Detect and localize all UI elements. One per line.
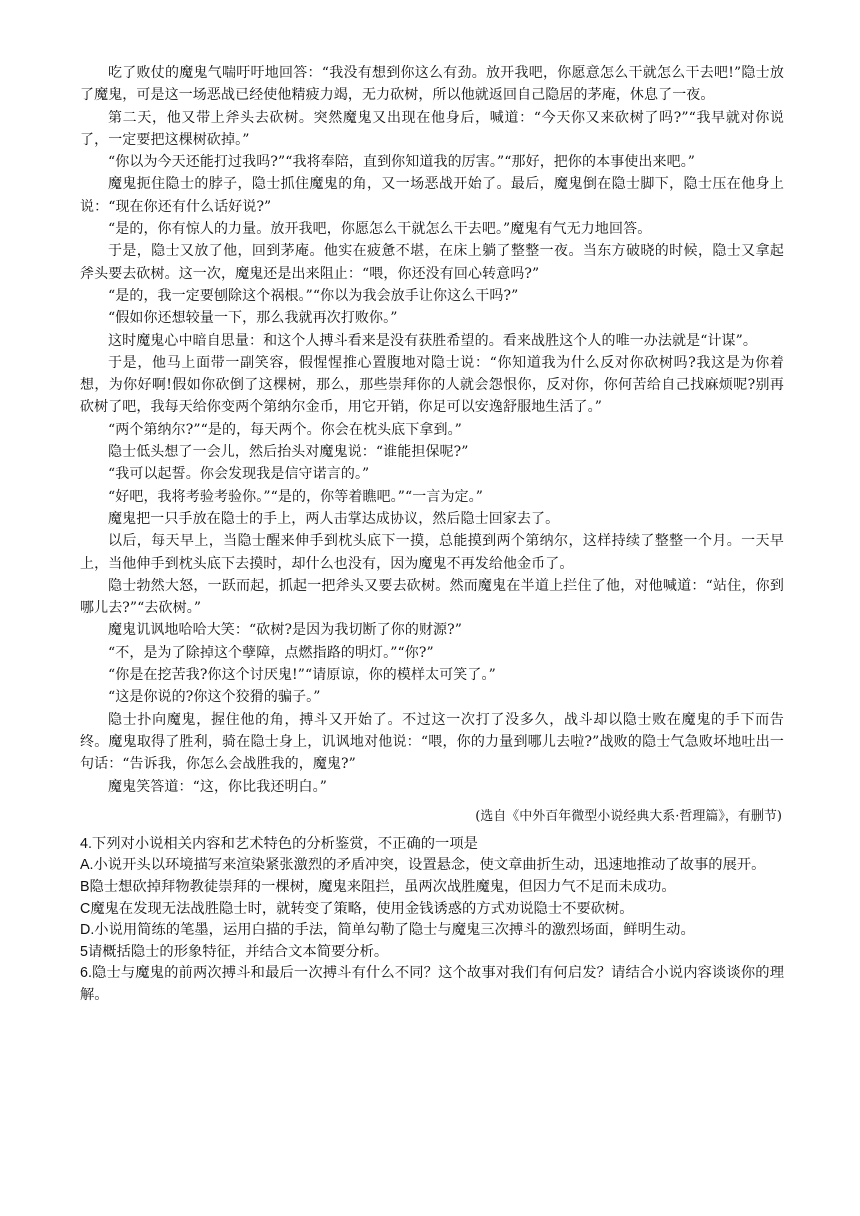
story-paragraph: “是的，我一定要刨除这个祸根。”“你以为我会放手让你这么干吗?” (108, 287, 519, 304)
story-paragraph: “我可以起誓。你会发现我是信守诺言的。” (108, 466, 370, 483)
story-paragraph: 魔鬼笑答道：“这，你比我还明白。” (108, 778, 328, 795)
story-text (80, 62, 784, 798)
story-paragraph: 魔鬼把一只手放在隐士的手上，两人击掌达成协议，然后隐士回家去了。 (108, 510, 560, 527)
question-4-option-d: D.小说用简练的笔墨，运用白描的手法，简单勾勒了隐士与魔鬼三次搏斗的激烈场面，鲜明生动。 (80, 922, 695, 939)
question-4-stem: 4.下列对小说相关内容和艺术特色的分析鉴赏，不正确的一项是 (80, 835, 478, 852)
question-4-option-b: B隐士想砍掉拜物教徒崇拜的一棵树，魔鬼来阻拦，虽两次战胜魔鬼，但因力气不足而未成功。 (80, 878, 676, 895)
question-5: 5请概括隐士的形象特征，并结合文本简要分析。 (80, 943, 389, 960)
story-paragraph: 吃了败仗的魔鬼气喘吁吁地回答：“我没有想到你这么有劲。放开我吧，你愿意怎么干就怎么干去吧!”隐士放了魔鬼，可是这一场恶战已经使他精疲力竭，无力砍树，所以他就返回自己隐居的茅庵，休息了一夜。 (80, 65, 784, 104)
story-paragraph: 魔鬼扼住隐士的脖子，隐士抓住魔鬼的角，又一场恶战开始了。最后，魔鬼倒在隐士脚下，隐士压在他身上说：“现在你还有什么话好说?” (80, 176, 784, 215)
story-paragraph: 隐士低头想了一会儿，然后抬头对魔鬼说：“谁能担保呢?” (108, 444, 469, 461)
question-list (80, 834, 784, 1007)
question-4-option-c: C魔鬼在发现无法战胜隐士时，就转变了策略，使用金钱诱惑的方式劝说隐士不要砍树。 (80, 900, 634, 917)
story-paragraph: 隐士扑向魔鬼，握住他的角，搏斗又开始了。不过这一次打了没多久，战斗却以隐士败在魔鬼的手下而告终。魔鬼取得了胜利，骑在隐士身上，讥讽地对他说：“喂，你的力量到哪儿去啦?”战败的隐士气急败坏地吐出一句话：“告诉我，你怎么会战胜我的，魔鬼?” (80, 711, 784, 773)
story-paragraph: “不，是为了除掉这个孽障，点燃指路的明灯。”“你?” (108, 644, 434, 661)
story-paragraph: “你是在挖苦我?你这个讨厌鬼!”“请原谅，你的模样太可笑了。” (108, 667, 496, 684)
story-paragraph: 这时魔鬼心中暗自思量：和这个人搏斗看来是没有获胜希望的。看来战胜这个人的唯一办法就是“计谋”。 (108, 332, 758, 349)
story-paragraph: 隐士勃然大怒，一跃而起，抓起一把斧头又要去砍树。然而魔鬼在半道上拦住了他，对他喊道：“站住，你到哪儿去?”“去砍树。” (80, 577, 784, 617)
question-4-option-a: A.小说开头以环境描写来渲染紧张激烈的矛盾冲突，设置悬念，使文章曲折生动，迅速地推动了故事的展开。 (80, 857, 766, 874)
story-paragraph: “好吧，我将考验考验你。”“是的，你等着瞧吧。”“一言为定。” (108, 488, 484, 505)
story-paragraph: 魔鬼讥讽地哈哈大笑：“砍树?是因为我切断了你的财源?” (108, 622, 463, 639)
source-citation: (选自《中外百年微型小说经典大系·哲理篇》，有删节) (475, 808, 782, 824)
story-paragraph: “是的，你有惊人的力量。放开我吧，你愿怎么干就怎么干去吧。”魔鬼有气无力地回答。 (108, 221, 652, 238)
story-paragraph: 以后，每天早上，当隐士醒来伸手到枕头底下一摸，总能摸到两个第纳尔，这样持续了整整一个月。一天早上，当他伸手到枕头底下去摸时，却什么也没有，因为魔鬼不再发给他金币了。 (80, 533, 784, 572)
story-paragraph: “假如你还想较量一下，那么我就再次打败你。” (108, 310, 398, 327)
story-paragraph: “你以为今天还能打过我吗?”“我将奉陪，直到你知道我的厉害。”“那好，把你的本事使出来吧。” (108, 154, 696, 171)
question-6: 6.隐士与魔鬼的前两次搏斗和最后一次搏斗有什么不同？这个故事对我们有何启发？请结合小说内容谈谈你的理解。 (80, 965, 784, 1003)
story-paragraph: 于是，隐士又放了他，回到茅庵。他实在疲惫不堪，在床上躺了整整一夜。当东方破晓的时候，隐士又拿起斧头要去砍树。这一次，魔鬼还是出来阻止：“喂，你还没有回心转意吗?” (80, 243, 784, 282)
story-paragraph: “两个第纳尔?”“是的，每天两个。你会在枕头底下拿到。” (108, 421, 462, 438)
story-paragraph: 于是，他马上面带一副笑容，假惺惺推心置腹地对隐士说：“你知道我为什么反对你砍树吗?我这是为你着想，为你好啊!假如你砍倒了这棵树，那么，那些崇拜你的人就会怨恨你，反对你，你何苦给自己找麻烦呢?别再砍树了吧，我每天给你变两个第纳尔金币，用它开销，你足可以安逸舒服地生活了。” (80, 354, 784, 416)
story-paragraph: “这是你说的?你这个狡猾的骗子。” (108, 689, 321, 706)
story-paragraph: 第二天，他又带上斧头去砍树。突然魔鬼又出现在他身后，喊道：“今天你又来砍树了吗?”“我早就对你说了，一定要把这棵树砍掉。” (80, 109, 784, 148)
